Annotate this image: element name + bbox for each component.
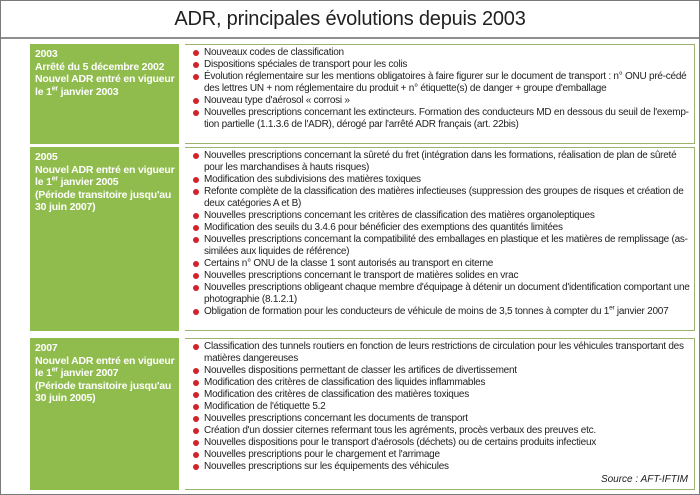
bullet-icon	[193, 368, 199, 374]
item-text: Nouvelles prescriptions concernant le transport de matières solides en vrac	[204, 270, 519, 281]
bullet-icon	[193, 74, 199, 80]
label-line: le 1er janvier 2003	[35, 85, 119, 98]
item-text: Nouvelles prescriptions concernant la sûreté du fret (intégration dans les formations, réalisation de plan de sûreté pour les marchandises à hauts risques)	[204, 150, 677, 173]
section-label	[30, 44, 179, 144]
section-content	[185, 147, 695, 331]
label-line: 30 juin 2007)	[35, 201, 96, 214]
section-content	[185, 44, 695, 144]
list-item	[193, 413, 690, 425]
bullet-icon	[193, 392, 199, 398]
section-2005	[30, 147, 695, 331]
list-item	[193, 270, 690, 282]
bullet-icon	[193, 50, 199, 56]
item-text: Certains n° ONU de la classe 1 sont autorisés au transport en citerne	[204, 258, 494, 269]
item-text: Nouvelles prescriptions obligeant chaque membre d'équipage à détenir un document d'identification comportant une photographie (8.1.2.1)	[204, 282, 690, 305]
bullet-icon	[193, 153, 199, 159]
item-text: Modification des critères de classification des liquides inflammables	[204, 377, 486, 388]
list-item	[193, 377, 690, 389]
item-text: Dispositions spéciales de transport pour les colis	[204, 59, 408, 70]
item-text: Nouvelles prescriptions concernant la compatibilité des emballages en plastique et les matières de remplissage (as-similées aux liquides de référence)	[204, 234, 688, 257]
label-line: Nouvel ADR entré en vigueur	[35, 354, 175, 367]
item-text: Classification des tunnels routiers en fonction de leurs restrictions de circulation pour les véhicules transportant des matières dangereuses	[204, 341, 684, 364]
list-item	[193, 306, 690, 318]
list-item	[193, 437, 690, 449]
list-item	[193, 425, 690, 437]
list-item	[193, 47, 690, 59]
bullet-icon	[193, 98, 199, 104]
label-line: (Période transitoire jusqu'au	[35, 188, 172, 201]
bullet-icon	[193, 213, 199, 219]
item-text: Nouvelles prescriptions concernant les documents de transport	[204, 413, 468, 424]
item-text: Nouvelles dispositions permettant de classer les artifices de divertissement	[204, 365, 517, 376]
bullet-icon	[193, 225, 199, 231]
bullet-icon	[193, 177, 199, 183]
bullet-icon	[193, 404, 199, 410]
bullet-icon	[193, 237, 199, 243]
list-item	[193, 282, 690, 306]
item-text: Modification des critères de classification des matières toxiques	[204, 389, 469, 400]
label-line: 30 juin 2005)	[35, 392, 96, 405]
bullet-list	[193, 47, 690, 131]
section-2007	[30, 338, 695, 490]
section-content	[185, 338, 695, 490]
item-text: Modification des seuils du 3.4.6 pour bénéficier des exemptions des quantités limitées	[204, 222, 563, 233]
item-text: Nouvelles prescriptions sur les équipements des véhicules	[204, 461, 449, 472]
label-year: 2007	[35, 342, 58, 354]
label-year: 2005	[35, 151, 58, 163]
list-item	[193, 449, 690, 461]
bullet-icon	[193, 464, 199, 470]
list-item	[193, 71, 690, 95]
bullet-icon	[193, 110, 199, 116]
item-text: Nouveaux codes de classification	[204, 47, 344, 58]
bullet-icon	[193, 344, 199, 350]
list-item	[193, 186, 690, 210]
item-text: Création d'un dossier citernes refermant tous les agréments, procès verbaux des preuves etc.	[204, 425, 596, 436]
list-item	[193, 234, 690, 258]
bullet-icon	[193, 189, 199, 195]
section-2003	[30, 44, 695, 144]
item-text: Obligation de formation pour les conducteurs de véhicule de moins de 3,5 tonnes à compter du 1er janvier 2007	[204, 304, 669, 317]
list-item	[193, 258, 690, 270]
list-item	[193, 107, 690, 131]
label-line: le 1er janvier 2005	[35, 175, 119, 189]
item-text: Modification des subdivisions des matières toxiques	[204, 174, 421, 185]
item-text: Nouveau type d'aérosol « corrosi »	[204, 95, 350, 106]
list-item	[193, 222, 690, 234]
bullet-icon	[193, 261, 199, 267]
list-item	[193, 210, 690, 222]
label-line: Arrêté du 5 décembre 2002	[35, 60, 165, 73]
section-label	[30, 147, 179, 331]
bullet-list	[193, 150, 690, 318]
section-label	[30, 338, 179, 490]
item-text: Évolution réglementaire sur les mentions obligatoires à faire figurer sur le document de transport : n° ONU pré-cédé des lettres UN + nom réglementaire du produit + n° étiquette(s) de danger + groupe d'emballage	[204, 71, 687, 94]
list-item	[193, 95, 690, 107]
list-item	[193, 59, 690, 71]
bullet-icon	[193, 416, 199, 422]
list-item	[193, 461, 690, 473]
list-item	[193, 150, 690, 174]
list-item	[193, 389, 690, 401]
list-item	[193, 401, 690, 413]
item-text: Nouvelles prescriptions concernant les critères de classification des matières organoleptiques	[204, 210, 595, 221]
label-line: Nouvel ADR entré en vigueur	[35, 163, 175, 176]
bullet-icon	[193, 62, 199, 68]
item-text: Nouvelles dispositions pour le transport d'aérosols (déchets) ou de certains produits infectieux	[204, 437, 597, 448]
label-year: 2003	[35, 48, 58, 60]
bullet-icon	[193, 440, 199, 446]
document-title: ADR, principales évolutions depuis 2003	[174, 8, 526, 30]
label-line: (Période transitoire jusqu'au	[35, 379, 172, 392]
bullet-icon	[193, 380, 199, 386]
bullet-icon	[193, 452, 199, 458]
item-text: Nouvelles prescriptions pour le chargement et l'arrimage	[204, 449, 440, 460]
list-item	[193, 341, 690, 365]
item-text: Refonte complète de la classification des matières infectieuses (suppression des groupes de risques et création de deux catégories A et B)	[204, 186, 684, 209]
list-item	[193, 174, 690, 186]
bullet-icon	[193, 285, 199, 291]
label-line: Nouvel ADR entré en vigueur	[35, 73, 175, 86]
bullet-list	[193, 341, 690, 473]
bullet-icon	[193, 273, 199, 279]
item-text: Modification de l'étiquette 5.2	[204, 401, 326, 412]
title-divider	[1, 37, 699, 39]
label-line: le 1er janvier 2007	[35, 366, 119, 380]
list-item	[193, 365, 690, 377]
bullet-icon	[193, 428, 199, 434]
bullet-icon	[193, 309, 199, 315]
source-credit: Source : AFT-IFTIM	[600, 474, 688, 485]
item-text: Nouvelles prescriptions concernant les extincteurs. Formation des conducteurs MD en dessous du seuil de l'exemp-tion partielle (1.1.3.6 de l'ADR), dérogé par l'arrêté ADR français (art. 22bis)	[204, 107, 689, 130]
